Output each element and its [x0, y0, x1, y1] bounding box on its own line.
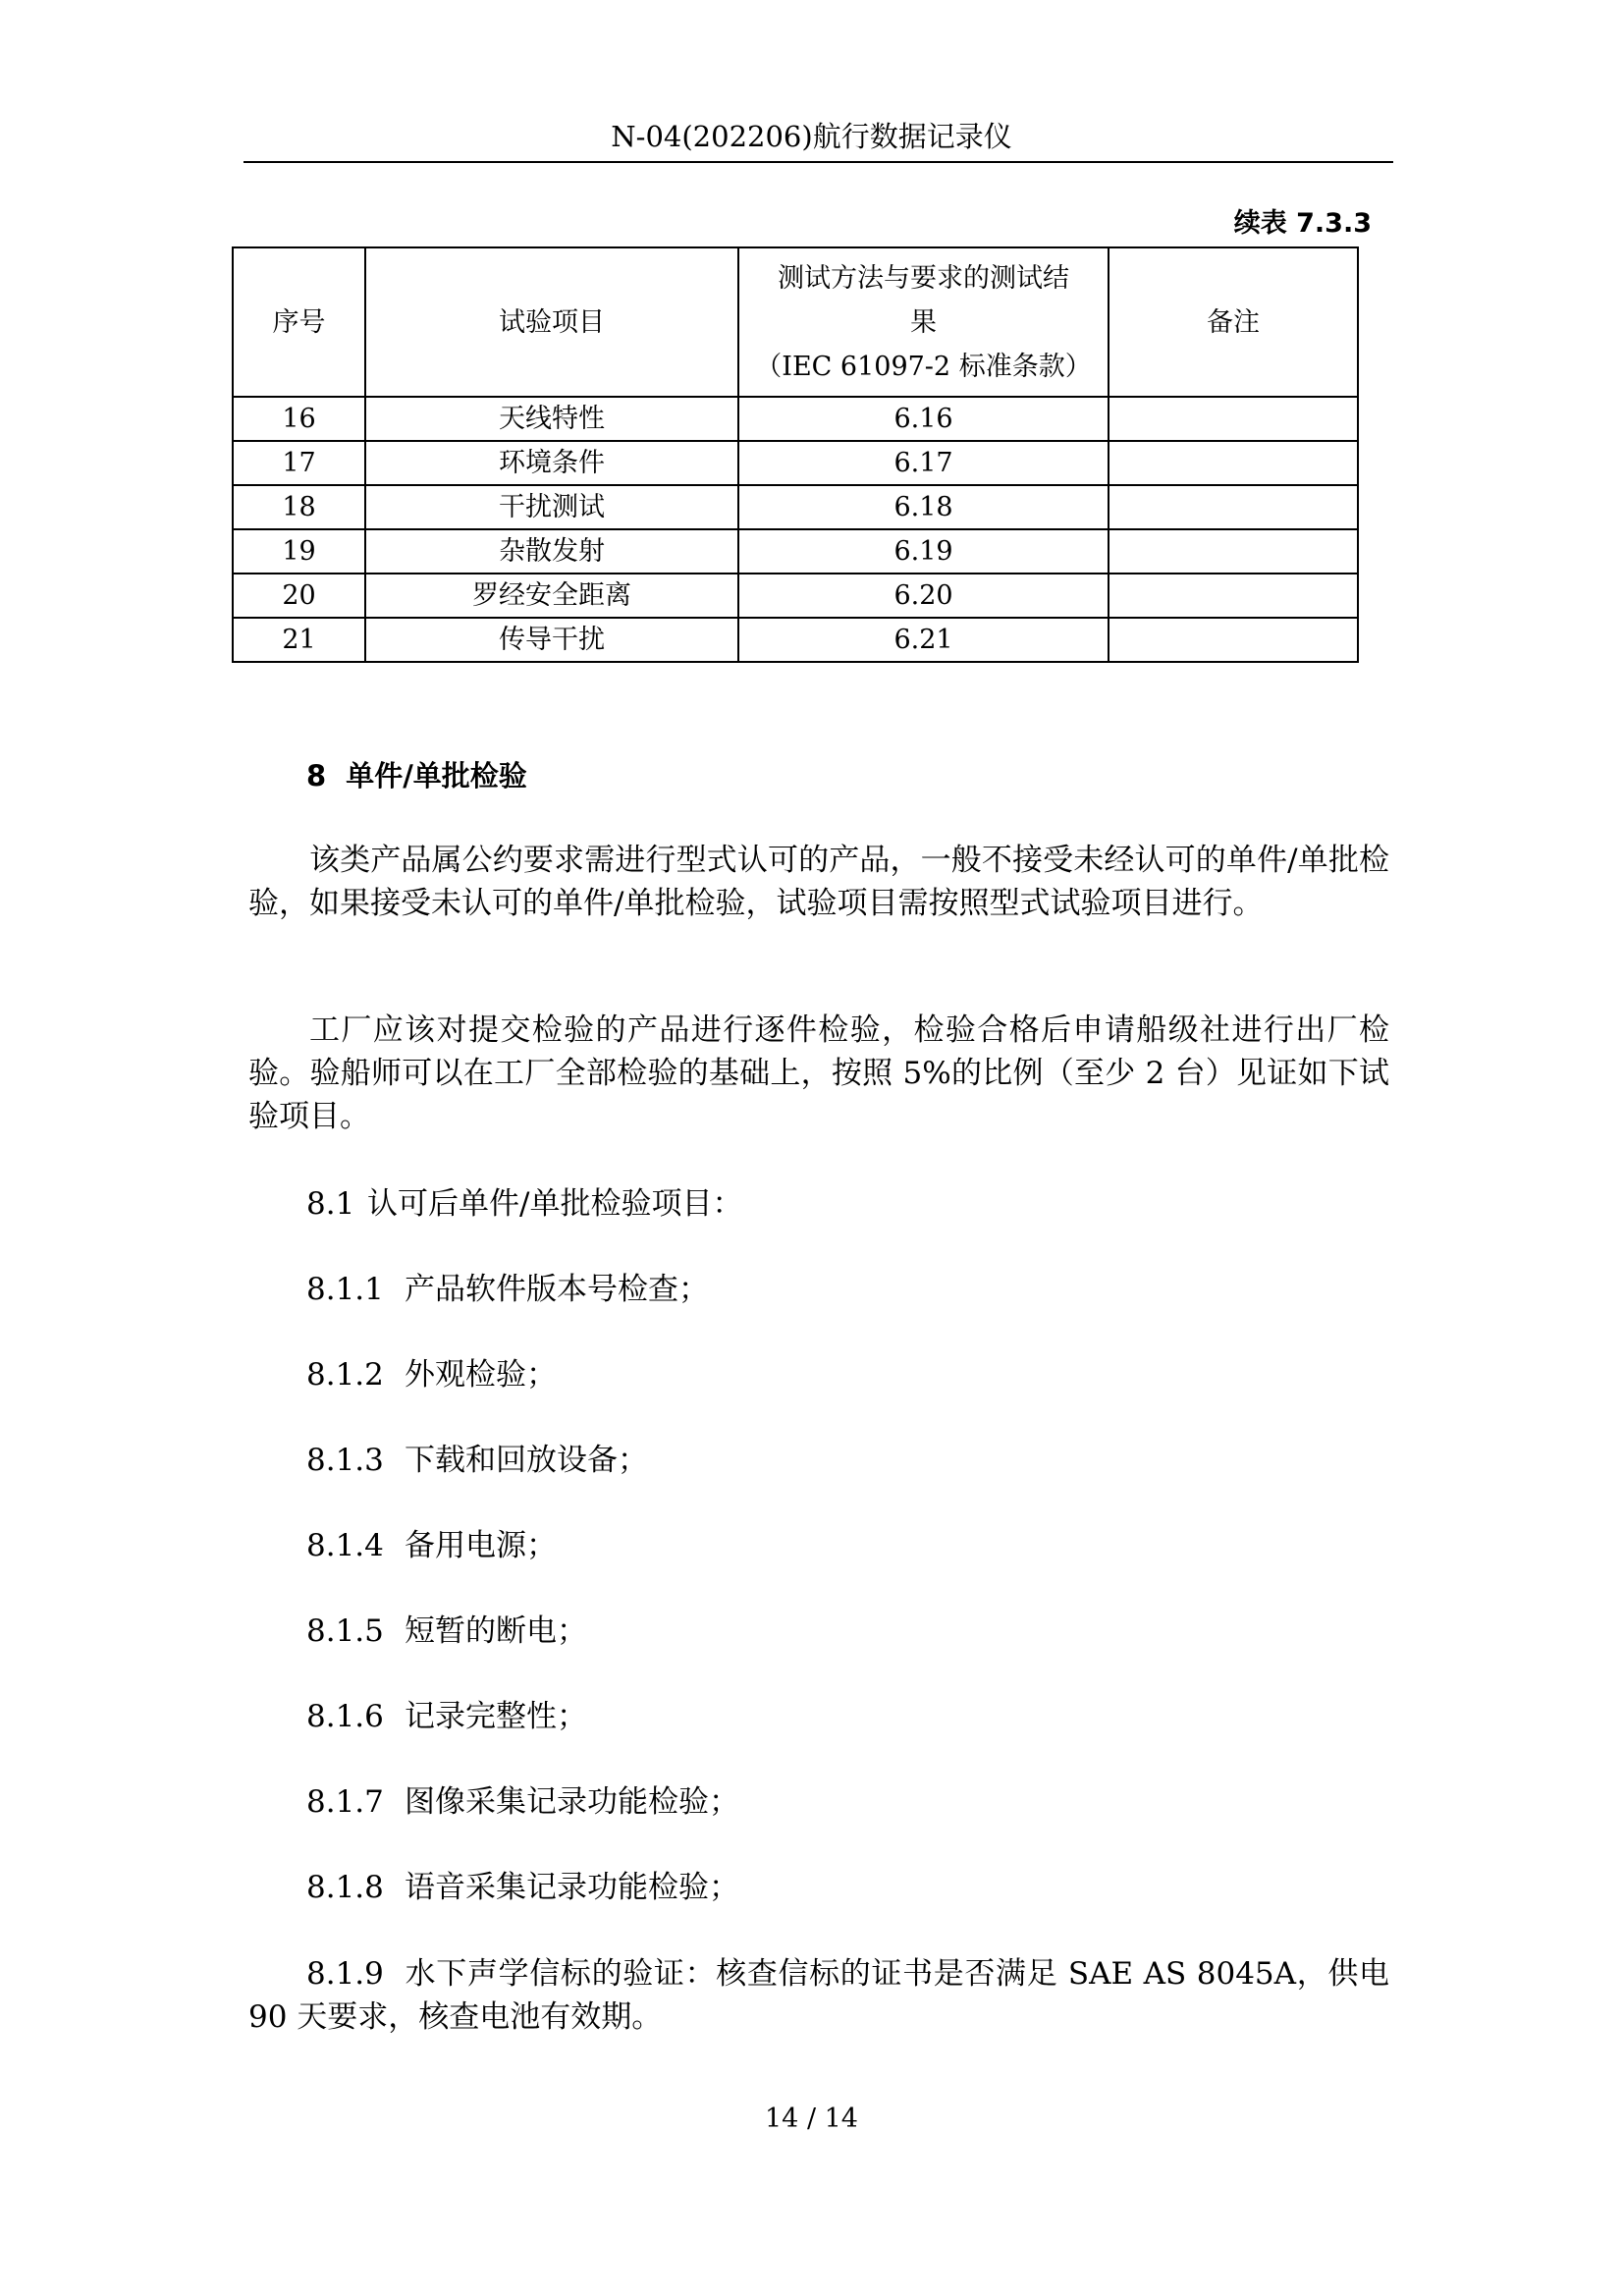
- list-item: [306, 1441, 648, 1480]
- list-item: [306, 1868, 739, 1907]
- list-item: [306, 1782, 739, 1822]
- test-items-table: [232, 246, 1359, 663]
- table-row: [233, 397, 1358, 441]
- row-clause: 6.16: [738, 397, 1109, 441]
- page-number: 14 / 14: [765, 2104, 858, 2134]
- header-divider: [243, 161, 1393, 163]
- section-title-text: 单件/单批检验: [346, 759, 527, 793]
- table-row: [233, 529, 1358, 574]
- row-remark: [1109, 529, 1358, 574]
- table-row: [233, 618, 1358, 662]
- item-number: 8.1.4: [306, 1528, 384, 1563]
- list-item: [306, 1697, 587, 1736]
- list-item: [306, 1355, 557, 1394]
- item-number: 8.1.9: [306, 1956, 384, 1992]
- row-clause: 6.17: [738, 441, 1109, 485]
- row-item: 罗经安全距离: [365, 574, 738, 618]
- table-row: [233, 485, 1358, 529]
- header-method-line3: （IEC 61097-2 标准条款）: [755, 351, 1092, 382]
- list-item: [306, 1612, 587, 1651]
- row-remark: [1109, 441, 1358, 485]
- header-remark: 备注: [1109, 247, 1358, 397]
- row-clause: 6.19: [738, 529, 1109, 574]
- item-number: 8.1.3: [306, 1443, 384, 1478]
- item-text: 认可后单件/单批检验项目：: [367, 1186, 743, 1222]
- page-header: N-04(202206)航行数据记录仪: [611, 120, 1012, 153]
- row-remark: [1109, 574, 1358, 618]
- item-number: 8.1: [306, 1186, 355, 1222]
- row-item: 干扰测试: [365, 485, 738, 529]
- list-item-beacon: [248, 1952, 1389, 2039]
- list-item: [306, 1526, 557, 1565]
- section-number: 8: [306, 759, 327, 793]
- row-remark: [1109, 485, 1358, 529]
- row-seq: 19: [233, 529, 365, 574]
- item-number: 8.1.5: [306, 1613, 384, 1649]
- row-item: 杂散发射: [365, 529, 738, 574]
- table-row: [233, 441, 1358, 485]
- table-header: [233, 247, 1358, 397]
- header-method-line2: 果: [910, 306, 937, 338]
- item-number: 8.1.6: [306, 1699, 384, 1734]
- item-text: 图像采集记录功能检验；: [405, 1784, 739, 1820]
- row-seq: 21: [233, 618, 365, 662]
- paragraph-type-approval: 该类产品属公约要求需进行型式认可的产品，一般不接受未经认可的单件/单批检验，如果接受未认可的单件/单批检验，试验项目需按照型式试验项目进行。: [248, 843, 1389, 921]
- item-text: 水下声学信标的验证：核查信标的证书是否满足 SAE AS 8045A，供电 90 天要求，核查电池有效期。: [248, 1956, 1389, 2035]
- table-body: [233, 397, 1358, 662]
- item-text: 产品软件版本号检查；: [405, 1272, 709, 1307]
- row-item: 传导干扰: [365, 618, 738, 662]
- row-seq: 17: [233, 441, 365, 485]
- item-number: 8.1.1: [306, 1272, 384, 1307]
- section-heading: [306, 758, 527, 793]
- header-item: 试验项目: [365, 247, 738, 397]
- row-clause: 6.20: [738, 574, 1109, 618]
- item-number: 8.1.7: [306, 1784, 384, 1820]
- item-number: 8.1.8: [306, 1870, 384, 1905]
- item-text: 语音采集记录功能检验；: [405, 1870, 739, 1905]
- row-clause: 6.18: [738, 485, 1109, 529]
- row-item: 环境条件: [365, 441, 738, 485]
- row-remark: [1109, 397, 1358, 441]
- list-item: [306, 1184, 742, 1224]
- row-remark: [1109, 618, 1358, 662]
- table-row: [233, 574, 1358, 618]
- header-method: [738, 247, 1109, 397]
- item-text: 备用电源；: [405, 1528, 557, 1563]
- row-seq: 20: [233, 574, 365, 618]
- item-text: 记录完整性；: [405, 1699, 587, 1734]
- item-number: 8.1.2: [306, 1357, 384, 1393]
- row-clause: 6.21: [738, 618, 1109, 662]
- item-text: 外观检验；: [405, 1357, 557, 1393]
- row-seq: 16: [233, 397, 365, 441]
- header-method-line1: 测试方法与要求的测试结: [778, 262, 1069, 294]
- header-seq: 序号: [233, 247, 365, 397]
- row-seq: 18: [233, 485, 365, 529]
- list-item: [306, 1270, 709, 1309]
- item-text: 下载和回放设备；: [405, 1443, 648, 1478]
- table-caption: 续表 7.3.3: [1233, 208, 1372, 239]
- row-item: 天线特性: [365, 397, 738, 441]
- paragraph-factory-inspection: 工厂应该对提交检验的产品进行逐件检验，检验合格后申请船级社进行出厂检验。验船师可以在工厂全部检验的基础上，按照 5%的比例（至少 2 台）见证如下试验项目。: [248, 1012, 1389, 1134]
- item-text: 短暂的断电；: [405, 1613, 587, 1649]
- table-header-row: [233, 247, 1358, 397]
